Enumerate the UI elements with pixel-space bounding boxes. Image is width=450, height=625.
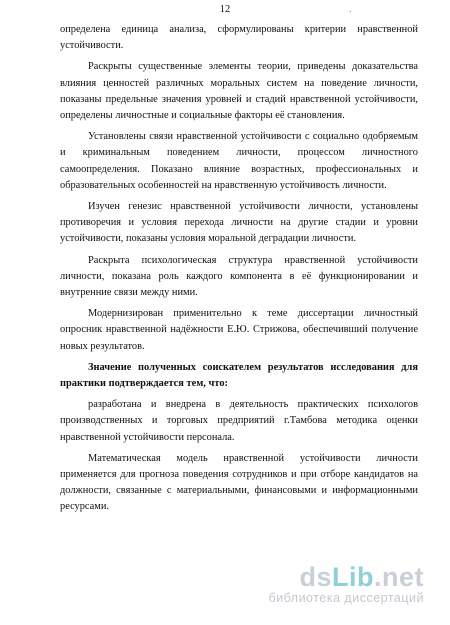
watermark-logo-ds: ds <box>299 562 332 592</box>
watermark-logo <box>269 563 424 591</box>
watermark <box>269 563 424 605</box>
paragraph: разработана и внедрена в деятельность практических психологов производственных и торговых предприятий г.Тамбова методика оценки нравственной устойчивости персонала. <box>60 399 418 443</box>
section-heading-paragraph: Значение полученных соискателем результатов исследования для практики подтверждается тем, что: <box>60 361 418 390</box>
paragraph: Установлены связи нравственной устойчивости с социально одобряемым и криминальным поведением личности, процессом личностного самоопределения. Показано влияние возрастных, профессиональных и образовательных особенностей на нравственную устойчивость личности. <box>60 131 418 191</box>
paragraph: Раскрыта психологическая структура нравственной устойчивости личности, показана роль каждого компонента в её функционировании и внутренние связи между ними. <box>60 254 418 299</box>
paragraph: определена единица анализа, сформулированы критерии нравственной устойчивости. <box>60 24 418 52</box>
page-number: 12 <box>219 4 231 15</box>
paragraph: Раскрыты существенные элементы теории, приведены доказательства влияния ценностей различных моральных систем на поведение личности, показаны предельные значения уровней и стадий нравственной устойчивости, определены личностные и социальные факторы её становления. <box>60 61 418 122</box>
corner-mark: . <box>349 4 352 15</box>
watermark-logo-lib: Lib <box>331 562 374 592</box>
document-body <box>60 22 418 521</box>
watermark-subtitle: библиотека диссертаций <box>268 591 424 605</box>
paragraph: Изучен генезис нравственной устойчивости личности, установлены противоречия и условия перехода личности на другие стадии и уровни устойчивости, показаны условия моральной деградации личности. <box>60 201 418 245</box>
watermark-logo-net: .net <box>373 562 424 592</box>
paragraph: Математическая модель нравственной устойчивости личности применяется для прогноза поведения сотрудников и при отборе кандидатов на должности, связанные с материальными, финансовыми и информационными ресурсами. <box>60 452 418 513</box>
paragraph: Модернизирован применительно к теме диссертации личностный опросник нравственной надёжности Е.Ю. Стрижова, обеспечивший получение новых результатов. <box>60 308 418 352</box>
